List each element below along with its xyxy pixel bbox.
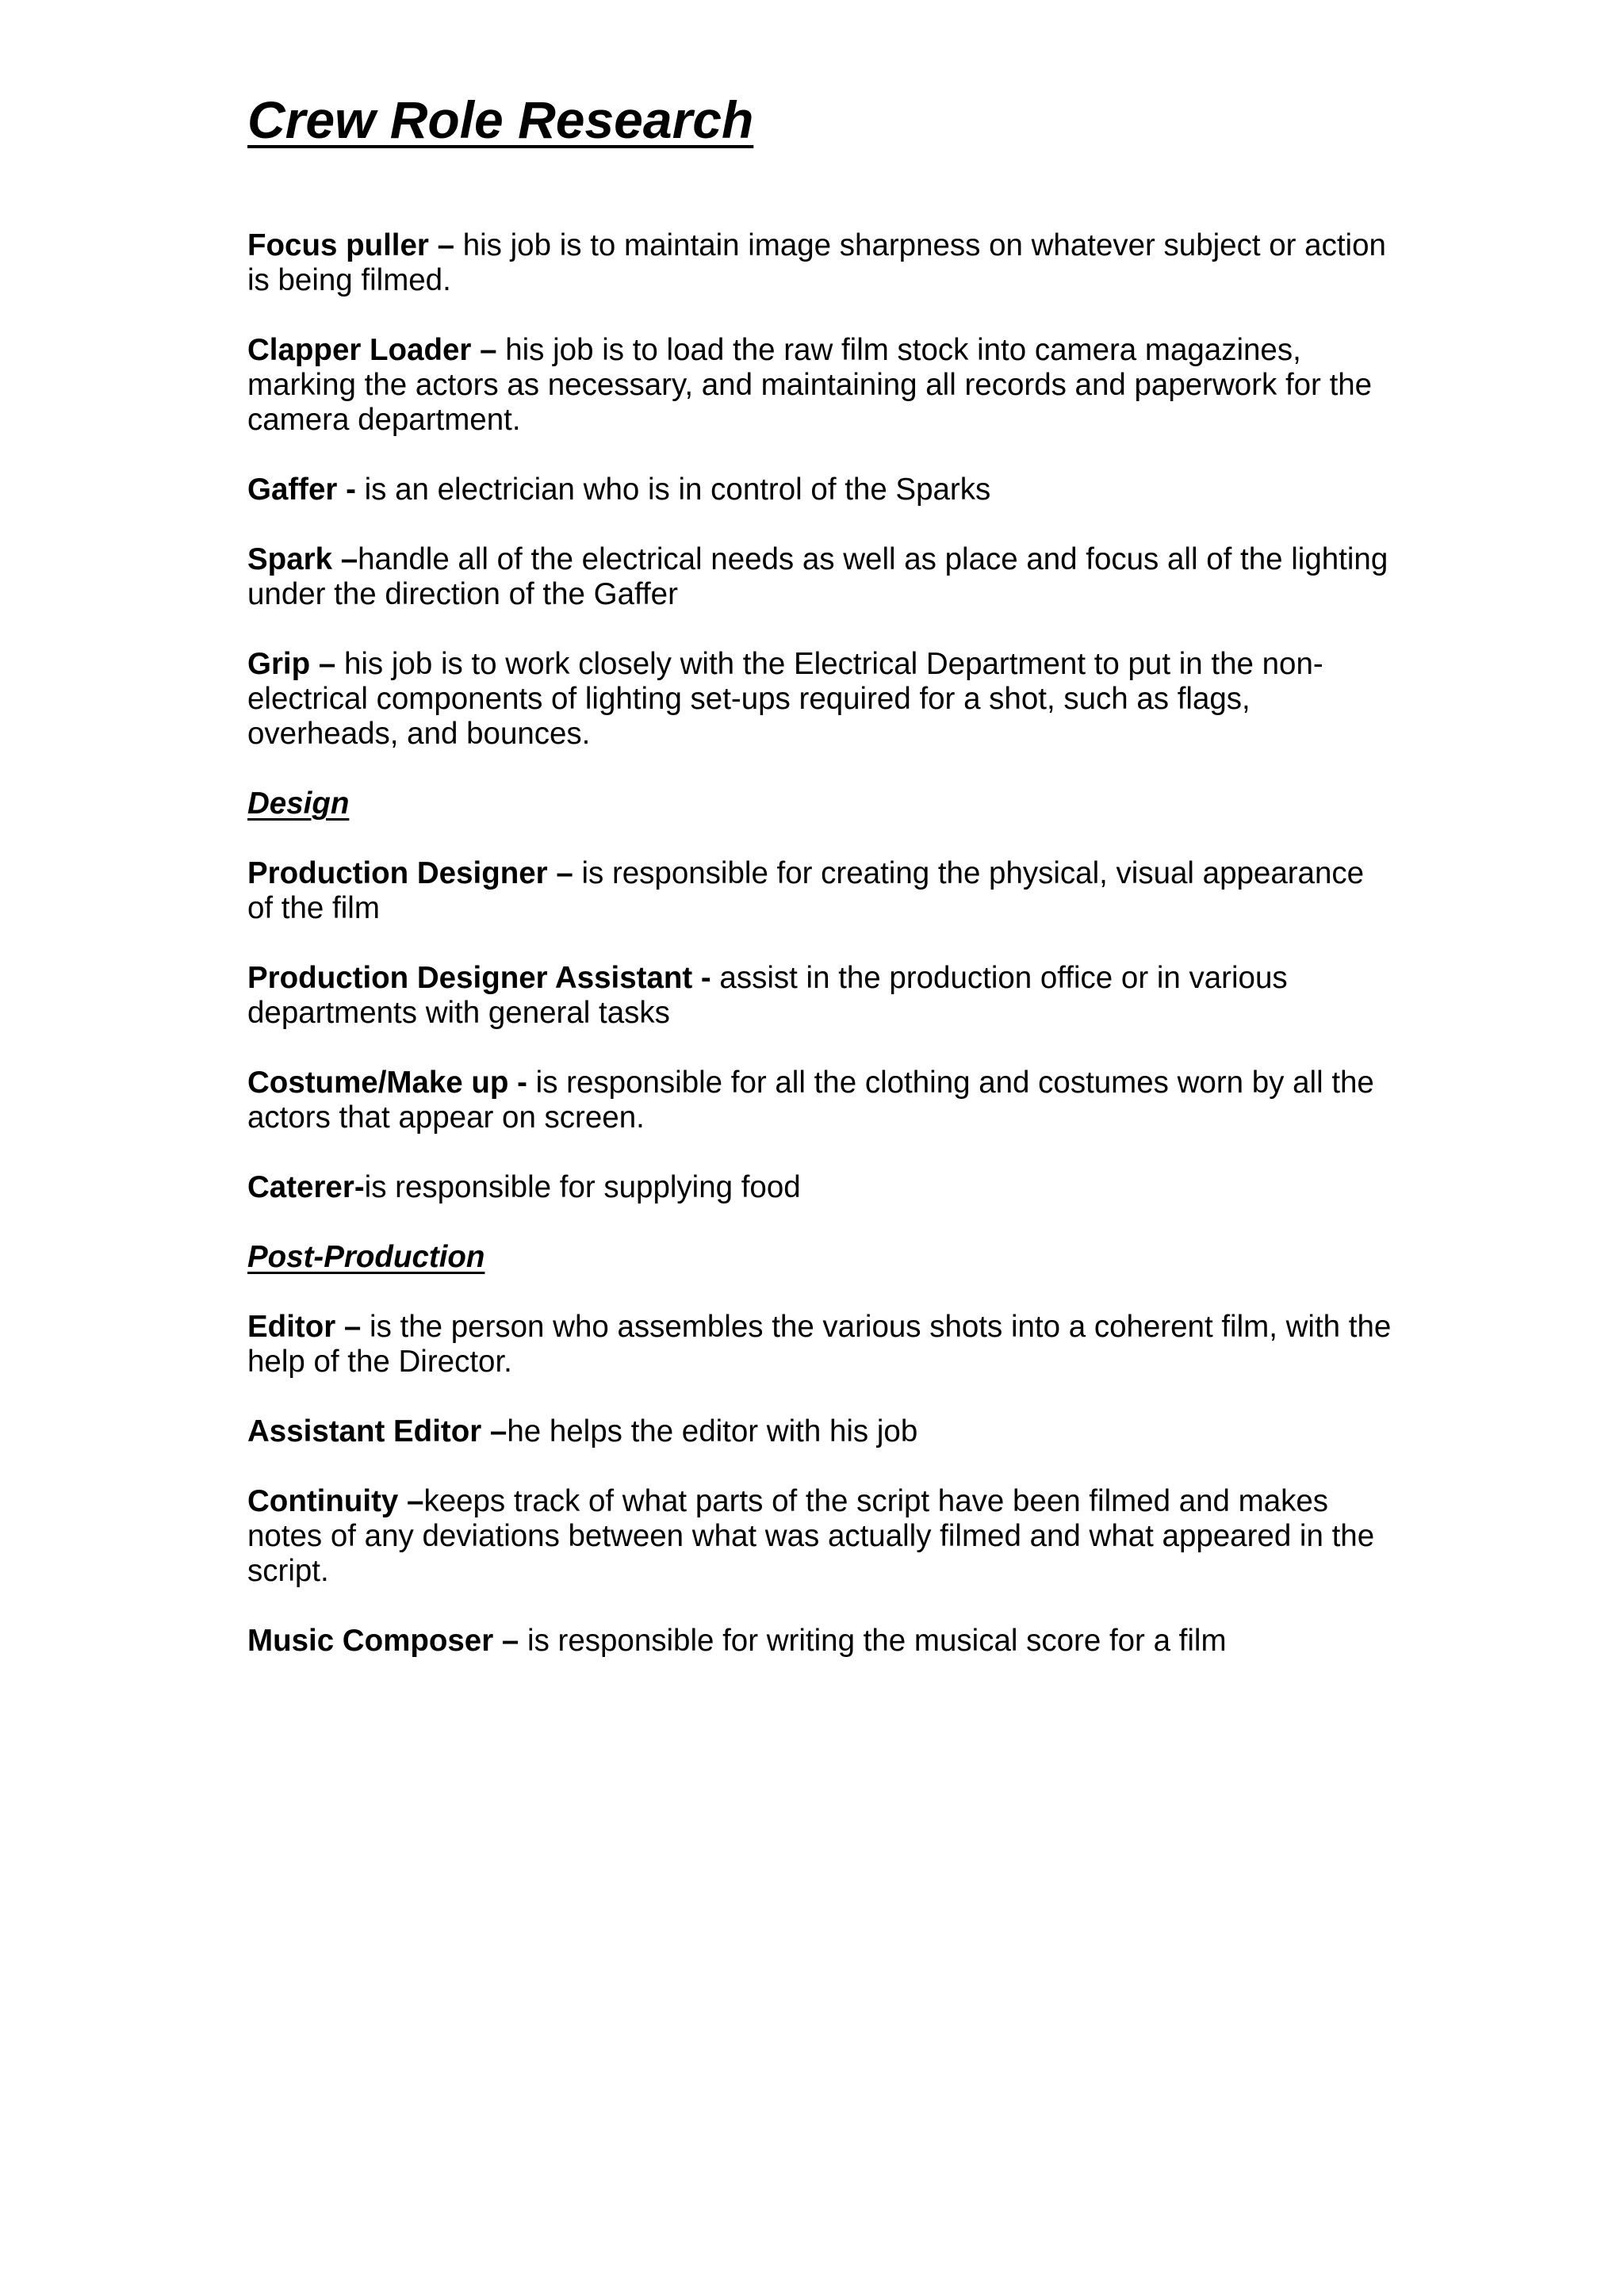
entry-term: Gaffer - [247, 473, 356, 507]
entry-description: assist in the production office or in various departments with general tasks [247, 961, 1288, 1030]
entry-description: is responsible for supplying food [364, 1170, 801, 1204]
entry-music-composer [247, 1624, 1397, 1659]
entry-term: Music Composer – [247, 1624, 519, 1658]
entry-term: Assistant Editor – [247, 1414, 508, 1448]
entry-description: keeps track of what parts of the script have been filmed and makes notes of any deviations between what was actually filmed and what appeared in the script. [247, 1484, 1375, 1588]
entry-description: he helps the editor with his job [507, 1414, 918, 1448]
entry-continuity [247, 1484, 1397, 1589]
entry-term: Editor – [247, 1310, 362, 1344]
entry-term: Caterer- [247, 1170, 365, 1204]
entry-production-designer [247, 856, 1397, 926]
document-body [247, 228, 1397, 1693]
entry-description: his job is to work closely with the Electrical Department to put in the non-electrical components of lighting set-ups required for a shot, such as flags, overheads, and bounces. [247, 647, 1323, 751]
entry-term: Focus puller – [247, 228, 455, 262]
entry-clapper-loader [247, 333, 1397, 438]
entry-separator [454, 228, 463, 262]
entry-description: his job is to maintain image sharpness on whatever subject or action is being filmed. [247, 228, 1386, 297]
document-title: Crew Role Research [247, 90, 754, 149]
entry-separator [573, 856, 582, 890]
entry-term: Costume/Make up - [247, 1066, 527, 1100]
entry-assistant-editor [247, 1414, 1397, 1449]
entry-separator [711, 961, 720, 995]
entry-caterer [247, 1170, 1397, 1205]
entry-editor [247, 1310, 1397, 1380]
entry-spark [247, 542, 1397, 612]
entry-term: Continuity – [247, 1484, 424, 1518]
entry-separator [335, 647, 344, 681]
entry-description: is responsible for all the clothing and costumes worn by all the actors that appear on screen. [247, 1066, 1374, 1135]
post-production-section [247, 1240, 1397, 1659]
entry-gaffer [247, 473, 1397, 507]
entry-description: is an electrician who is in control of the Sparks [364, 473, 991, 507]
design-section [247, 786, 1397, 1205]
entry-separator [527, 1066, 536, 1100]
entry-term: Spark – [247, 542, 358, 576]
section-heading-design: Design [247, 786, 350, 821]
entry-costume-make-up [247, 1066, 1397, 1135]
entry-separator [519, 1624, 527, 1658]
entry-term: Grip – [247, 647, 336, 681]
entry-separator [356, 473, 365, 507]
entry-grip [247, 647, 1397, 752]
entry-description: is the person who assembles the various shots into a coherent film, with the help of the Director. [247, 1310, 1392, 1379]
entry-description: his job is to load the raw film stock into camera magazines, marking the actors as necessary, and maintaining all records and paperwork for the camera department. [247, 333, 1373, 437]
entry-separator [497, 333, 506, 367]
camera-lighting-section [247, 228, 1397, 752]
entry-term: Production Designer – [247, 856, 573, 890]
entry-focus-puller [247, 228, 1397, 298]
entry-description: is responsible for writing the musical score for a film [527, 1624, 1227, 1658]
section-heading-post-production: Post-Production [247, 1240, 485, 1274]
entry-description: handle all of the electrical needs as well as place and focus all of the lighting under the direction of the Gaffer [247, 542, 1388, 611]
entry-production-designer-assistant [247, 961, 1397, 1031]
entry-term: Production Designer Assistant - [247, 961, 711, 995]
entry-term: Clapper Loader – [247, 333, 497, 367]
entry-separator [361, 1310, 370, 1344]
entry-description: is responsible for creating the physical, visual appearance of the film [247, 856, 1365, 925]
